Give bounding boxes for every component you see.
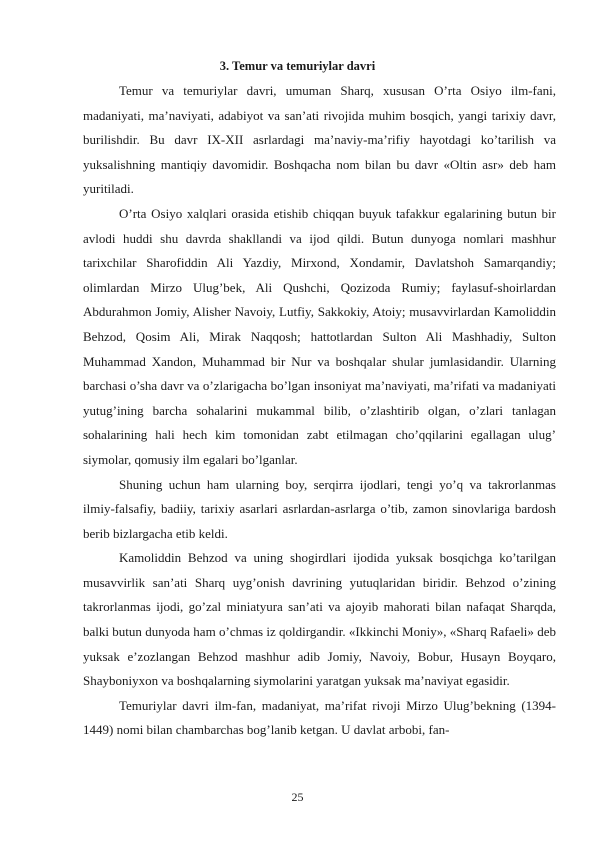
paragraph-5: Temuriylar davri ilm-fan, madaniyat, ma’rifat rivoji Mirzo Ulug’bekning (1394-1449) nomi bilan chambarchas bog’lanib ketgan. U davlat arbobi, fan- (83, 697, 556, 738)
paragraph-container (83, 79, 556, 743)
section-heading: 3. Temur va temuriylar davri (219, 59, 376, 73)
paragraph-2: O’rta Osiyo xalqlari orasida etishib chiqqan buyuk tafakkur egalarining butun bir avlodi huddi shu davrda shakllandi va ijod qildi. Butun dunyoga nomlari mashhur tarixchilar Sharofiddin Ali Yazdiy, Mirxond, Xondamir, Davlatshoh Samarqandiy; olimlardan Mirzo Ulug’bek, Ali Qushchi, Qozizoda Rumiy; faylasuf-shoirlardan Abdurahmon Jomiy, Alisher Navoiy, Lutfiy, Sakkokiy, Atoiy; musavvirlardan Kamoliddin Behzod, Qosim Ali, Mirak Naqqosh; hattotlardan Sulton Ali Mashhadiy, Sulton Muhammad Xandon, Muhammad bir Nur va boshqalar shular jumlasidandir. Ularning barchasi o’sha davr va o’zlarigacha bo’lgan insoniyat ma’naviyati, ma’rifati va madaniyati yutug’ining barcha sohalarini mukammal bilib, o’zlashtirib olgan, o’zlari tanlagan sohalarining hali hech kim tomonidan zabt etilmagan cho’qqilarini egallagan ulug’ siymolar, qomusiy ilm egalari bo’lganlar. (83, 205, 556, 467)
paragraph-4: Kamoliddin Behzod va uning shogirdlari ijodida yuksak bosqichga ko’tarilgan musavvirlik san’ati Sharq uyg’onish davrining yutuqlaridan biridir. Behzod o’zining takrorlanmas ijodi, go’zal miniatyura san’ati va ajoyib mahorati bilan nafaqat Sharqda, balki butun dunyoda ham o’chmas iz qoldirgandir. «Ikkinchi Moniy», «Sharq Rafaeli» deb yuksak e’zozlangan Behzod mashhur adib Jomiy, Navoiy, Bobur, Husayn Boyqaro, Shayboniyxon va boshqalarning siymolarini yaratgan yuksak ma’naviyat egasidir. (83, 550, 556, 689)
page-number: 25 (291, 790, 304, 804)
body-text (83, 79, 556, 743)
paragraph-3: Shuning uchun ham ularning boy, serqirra ijodlari, tengi yo’q va takrorlanmas ilmiy-falsafiy, badiiy, tarixiy asarlari asrlardan-asrlarga o’tib, zamon sinovlariga bardosh berib bizlargacha etib keldi. (83, 476, 556, 541)
paragraph-1: Temur va temuriylar davri, umuman Sharq, xususan O’rta Osiyo ilm-fani, madaniyati, ma’naviyati, adabiyot va san’ati rivojida muhim bosqich, yangi tarixiy davr, burilishdir. Bu davr IX-XII asrlardagi ma’naviy-ma’rifiy hayotdagi ko’tarilish va yuksalishning mantiqiy davomidir. Boshqacha nom bilan bu davr «Oltin asr» deb ham yuritiladi. (83, 83, 556, 197)
